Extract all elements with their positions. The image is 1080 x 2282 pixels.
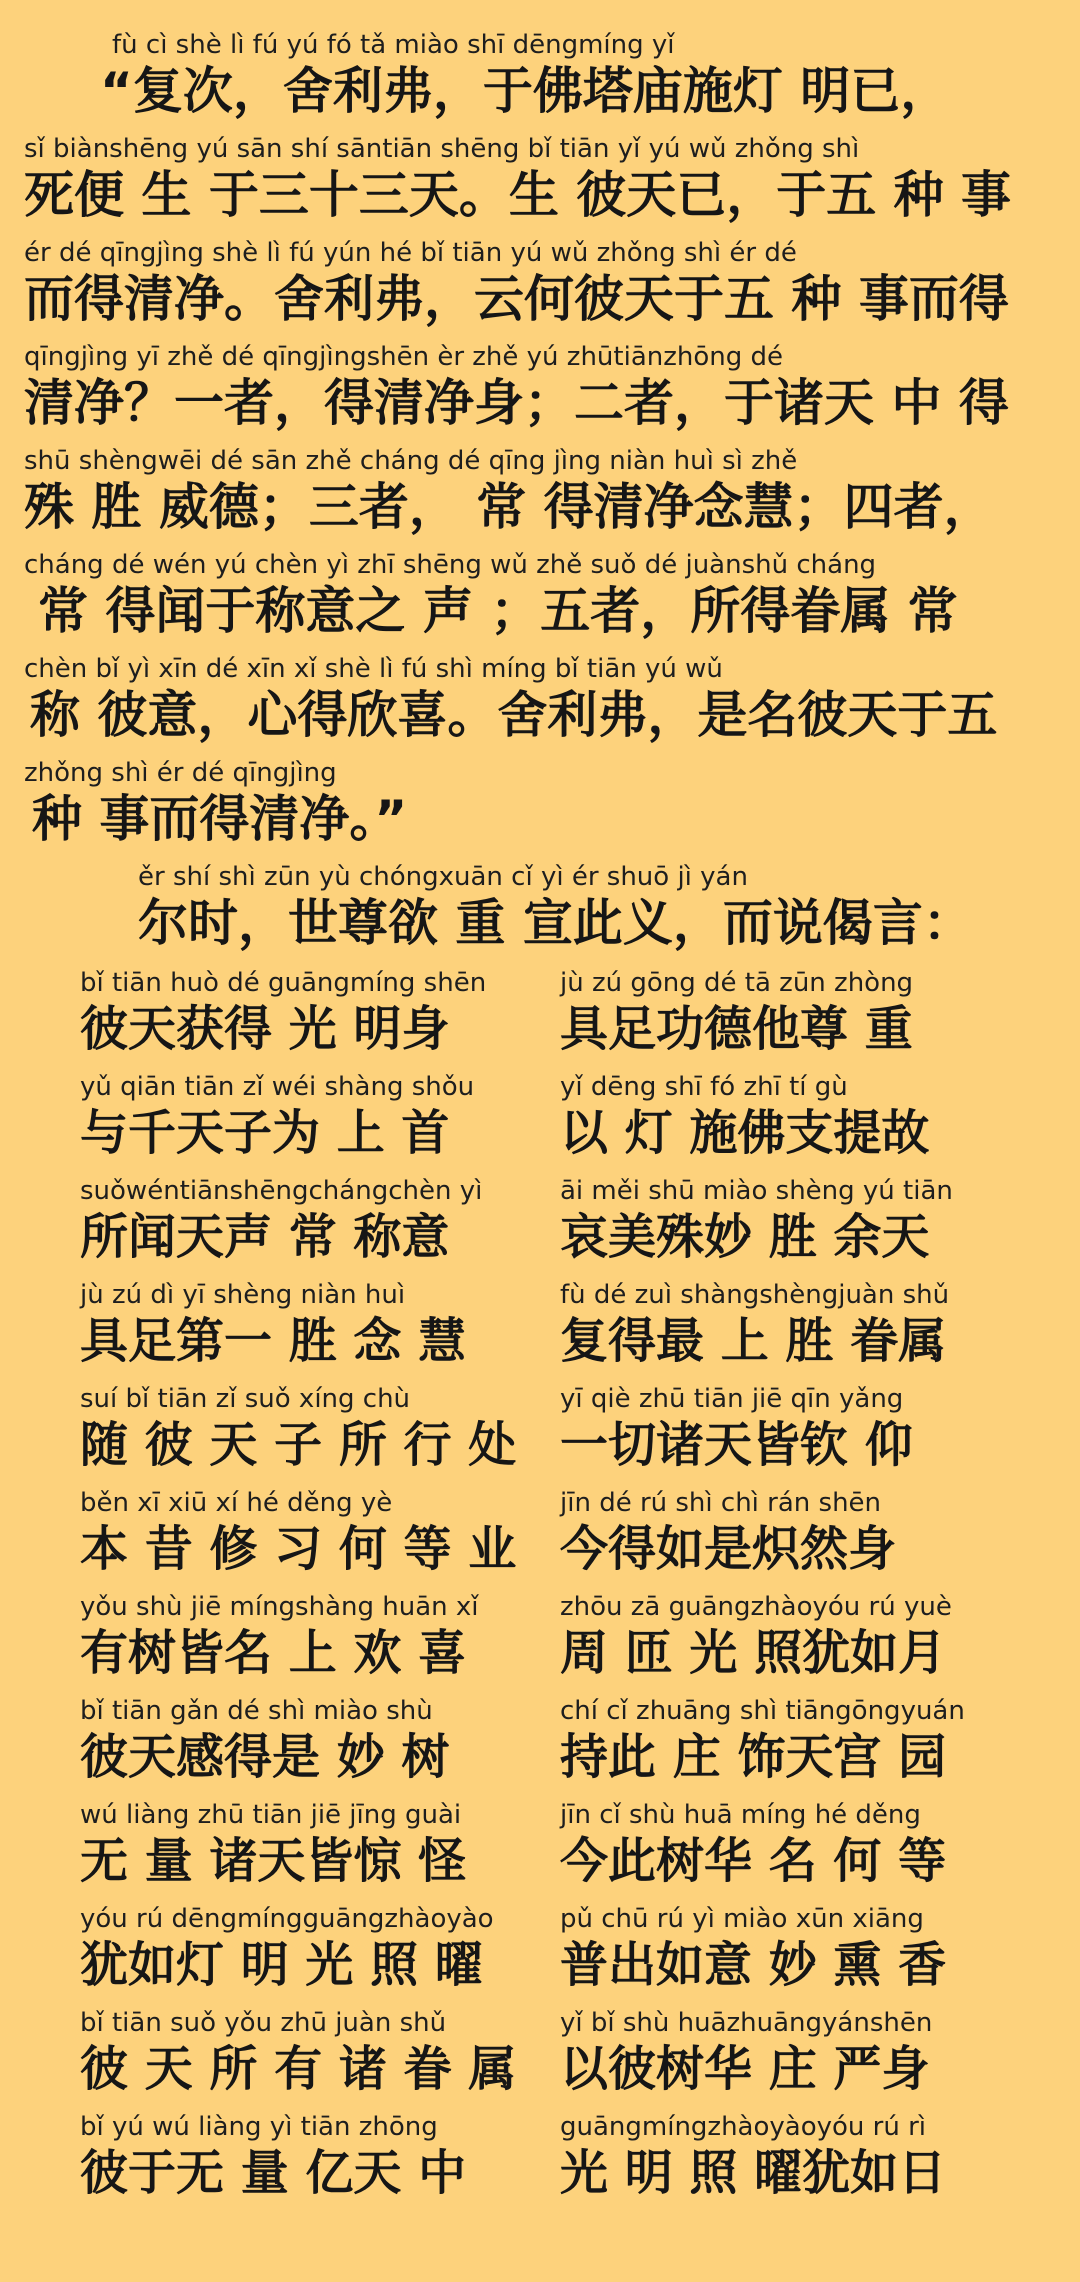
- verse-line-12: [0, 2110, 1080, 2218]
- pinyin-line: bǐ tiān suǒ yǒu zhū juàn shǔ: [80, 2008, 447, 2038]
- hanzi-line: 死便 生 于三十三天。生 彼天已，于五 种 事: [24, 166, 1012, 224]
- verse-line-7: [0, 1590, 1080, 1698]
- verse-line-5: [0, 1382, 1080, 1490]
- hanzi-line: 殊 胜 威德；三者， 常 得清净念慧；四者，: [24, 478, 994, 536]
- pinyin-line: qīngjìng yī zhě dé qīngjìngshēn èr zhě yú zhūtiānzhōng dé: [24, 342, 784, 372]
- hanzi-line: 本 昔 修 习 何 等 业: [80, 1521, 517, 1577]
- hanzi-line: 彼于无 量 亿天 中: [80, 2145, 467, 2201]
- hanzi-line: 种 事而得清净。”: [32, 790, 408, 848]
- hanzi-line: 今得如是炽然身: [560, 1521, 897, 1577]
- pinyin-line: guāngmíngzhàoyàoyóu rú rì: [560, 2112, 927, 2142]
- pinyin-line: yī qiè zhū tiān jiē qīn yǎng: [560, 1384, 904, 1414]
- pinyin-line: suí bǐ tiān zǐ suǒ xíng chù: [80, 1384, 411, 1414]
- pinyin-line: jīn dé rú shì chì rán shēn: [560, 1488, 882, 1518]
- hanzi-line: 常 得闻于称意之 声 ；五者，所得眷属 常: [38, 582, 958, 640]
- pinyin-line: pǔ chū rú yì miào xūn xiāng: [560, 1904, 924, 1934]
- hanzi-line: “复次，舍利弗，于佛塔庙施灯 明已，: [100, 62, 951, 120]
- verse-line-1: [0, 966, 1080, 1074]
- pinyin-line: yóu rú dēngmíngguāngzhàoyào: [80, 1904, 494, 1934]
- pinyin-line: shū shèngwēi dé sān zhě cháng dé qīng jìng niàn huì sì zhě: [24, 446, 798, 476]
- pinyin-line: ér dé qīngjìng shè lì fú yún hé bǐ tiān yú wǔ zhǒng shì ér dé: [24, 238, 797, 268]
- verse-line-6: [0, 1486, 1080, 1594]
- pinyin-line: fù dé zuì shàngshèngjuàn shǔ: [560, 1280, 950, 1310]
- hanzi-line: 无 量 诸天皆惊 怪: [80, 1833, 467, 1889]
- pinyin-line: jù zú gōng dé tā zūn zhòng: [560, 968, 914, 998]
- verse-line-10: [0, 1902, 1080, 2010]
- text-line-5: [0, 444, 1080, 552]
- hanzi-line: 光 明 照 曜犹如日: [560, 2145, 947, 2201]
- hanzi-line: 彼天感得是 妙 树: [80, 1729, 450, 1785]
- pinyin-line: cháng dé wén yú chèn yì zhī shēng wǔ zhě suǒ dé juànshǔ cháng: [24, 550, 877, 580]
- hanzi-line: 清净？一者，得清净身；二者，于诸天 中 得: [24, 374, 1009, 432]
- hanzi-line: 称 彼意，心得欣喜。舍利弗，是名彼天于五: [30, 686, 998, 744]
- text-line-3: [0, 236, 1080, 344]
- text-line-8: [0, 756, 1080, 864]
- text-line-9: [0, 860, 1080, 968]
- pinyin-line: yǒu shù jiē míngshàng huān xǐ: [80, 1592, 479, 1622]
- pinyin-line: āi měi shū miào shèng yú tiān: [560, 1176, 953, 1206]
- pinyin-line: chí cǐ zhuāng shì tiāngōngyuán: [560, 1696, 965, 1726]
- hanzi-line: 彼 天 所 有 诸 眷 属: [80, 2041, 517, 2097]
- hanzi-line: 与千天子为 上 首: [80, 1105, 450, 1161]
- pinyin-line: suǒwéntiānshēngchángchèn yì: [80, 1176, 483, 1206]
- hanzi-line: 彼天获得 光 明身: [80, 1001, 450, 1057]
- pinyin-line: wú liàng zhū tiān jiē jīng guài: [80, 1800, 462, 1830]
- hanzi-line: 具足功德他尊 重: [560, 1001, 913, 1057]
- verse-line-3: [0, 1174, 1080, 1282]
- verse-line-2: [0, 1070, 1080, 1178]
- pinyin-line: chèn bǐ yì xīn dé xīn xǐ shè lì fú shì míng bǐ tiān yú wǔ: [24, 654, 723, 684]
- pinyin-line: běn xī xiū xí hé děng yè: [80, 1488, 393, 1518]
- verse-line-8: [0, 1694, 1080, 1802]
- hanzi-line: 而得清净。舍利弗，云何彼天于五 种 事而得: [24, 270, 1009, 328]
- hanzi-line: 复得最 上 胜 眷属: [560, 1313, 947, 1369]
- pinyin-line: zhōu zā guāngzhàoyóu rú yuè: [560, 1592, 952, 1622]
- hanzi-line: 一切诸天皆钦 仰: [560, 1417, 913, 1473]
- hanzi-line: 所闻天声 常 称意: [80, 1209, 450, 1265]
- pinyin-line: yǐ bǐ shù huāzhuāngyánshēn: [560, 2008, 933, 2038]
- pinyin-line: bǐ tiān gǎn dé shì miào shù: [80, 1696, 433, 1726]
- hanzi-line: 周 匝 光 照犹如月: [560, 1625, 947, 1681]
- hanzi-line: 具足第一 胜 念 慧: [80, 1313, 467, 1369]
- text-line-1: [0, 28, 1080, 136]
- pinyin-line: zhǒng shì ér dé qīngjìng: [24, 758, 337, 788]
- hanzi-line: 以 灯 施佛支提故: [560, 1105, 930, 1161]
- text-line-2: [0, 132, 1080, 240]
- verse-line-4: [0, 1278, 1080, 1386]
- text-line-6: [0, 548, 1080, 656]
- pinyin-line: jù zú dì yī shèng niàn huì: [80, 1280, 406, 1310]
- text-line-4: [0, 340, 1080, 448]
- pinyin-line: fù cì shè lì fú yú fó tǎ miào shī dēngmíng yǐ: [112, 30, 675, 60]
- pinyin-line: bǐ tiān huò dé guāngmíng shēn: [80, 968, 487, 998]
- hanzi-line: 有树皆名 上 欢 喜: [80, 1625, 467, 1681]
- pinyin-line: jīn cǐ shù huā míng hé děng: [560, 1800, 921, 1830]
- hanzi-line: 犹如灯 明 光 照 曜: [80, 1937, 483, 1993]
- verse-line-9: [0, 1798, 1080, 1906]
- text-line-7: [0, 652, 1080, 760]
- hanzi-line: 普出如意 妙 熏 香: [560, 1937, 947, 1993]
- hanzi-line: 随 彼 天 子 所 行 处: [80, 1417, 517, 1473]
- pinyin-line: sǐ biànshēng yú sān shí sāntiān shēng bǐ tiān yǐ yú wǔ zhǒng shì: [24, 134, 860, 164]
- pinyin-line: ěr shí shì zūn yù chóngxuān cǐ yì ér shuō jì yán: [138, 862, 748, 892]
- pinyin-line: yǔ qiān tiān zǐ wéi shàng shǒu: [80, 1072, 475, 1102]
- pinyin-line: yǐ dēng shī fó zhī tí gù: [560, 1072, 848, 1102]
- pinyin-line: bǐ yú wú liàng yì tiān zhōng: [80, 2112, 438, 2142]
- hanzi-line: 哀美殊妙 胜 余天: [560, 1209, 930, 1265]
- hanzi-line: 今此树华 名 何 等: [560, 1833, 947, 1889]
- hanzi-line: 持此 庄 饰天宫 园: [560, 1729, 947, 1785]
- hanzi-line: 尔时，世尊欲 重 宣此义，而说偈言：: [138, 894, 973, 952]
- hanzi-line: 以彼树华 庄 严身: [560, 2041, 930, 2097]
- verse-line-11: [0, 2006, 1080, 2114]
